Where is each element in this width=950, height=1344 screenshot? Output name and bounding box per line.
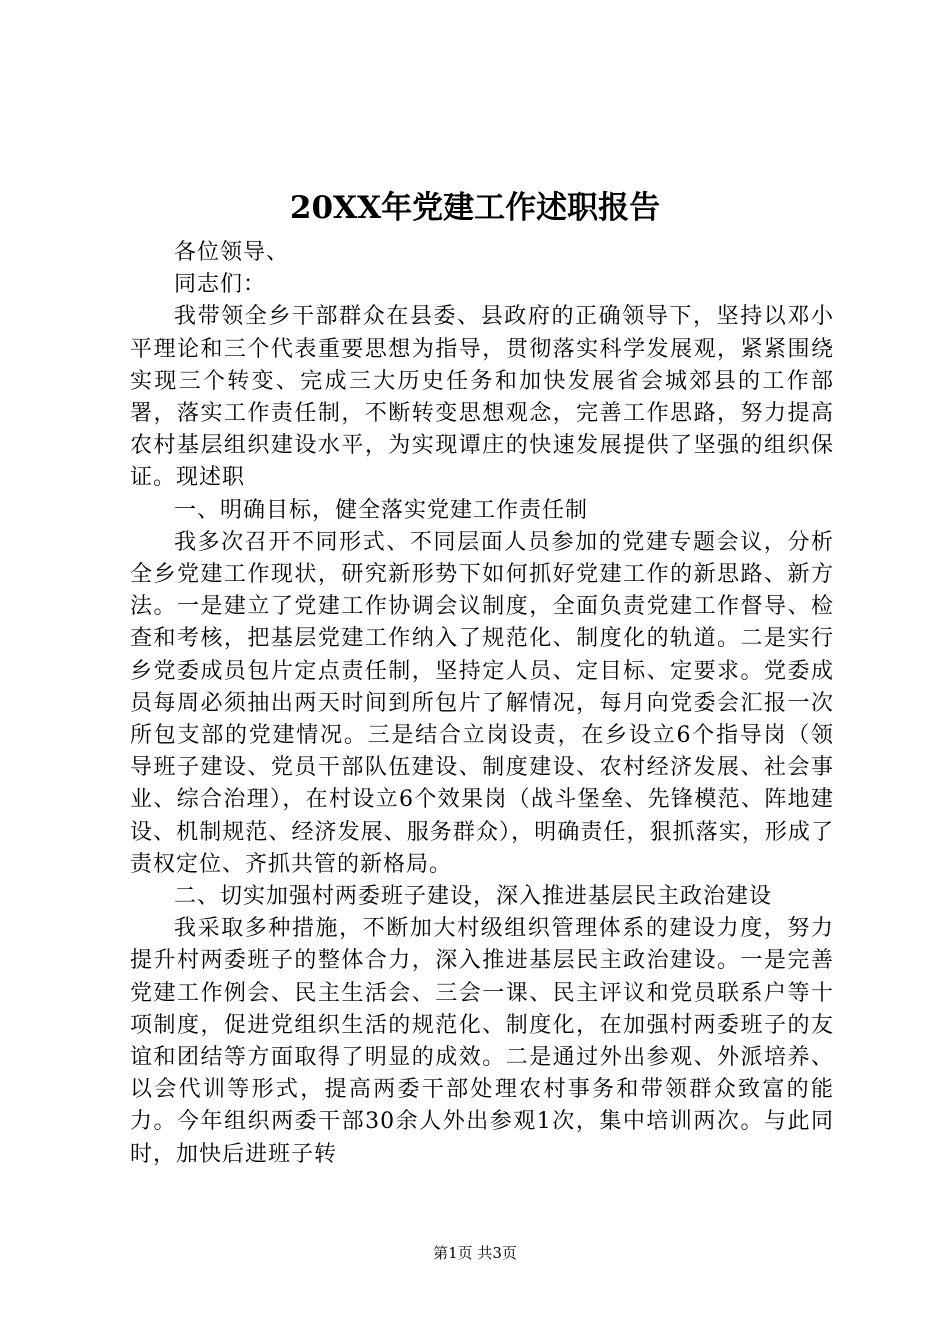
- salutation-line-1: 各位领导、: [174, 240, 290, 265]
- section-heading-1: 一、明确目标，健全落实党建工作责任制: [174, 497, 589, 523]
- intro-paragraph: 我带领全乡干部群众在县委、县政府的正确领导下，坚持以邓小平理论和三个代表重要思想为指导，贯彻落实科学发展观，紧紧围绕实现三个转变、完成三大历史任务和加快发展省会城郊县的工作部署，落实工作责任制，不断转变思想观念，完善工作思路，努力提高农村基层组织建设水平，为实现谭庄的快速发展提供了坚强的组织保证。现述职: [130, 304, 834, 491]
- page-footer: 第1页 共3页: [433, 1244, 517, 1262]
- document-body: [130, 237, 834, 1171]
- document-title: 20XX年党建工作述职报告: [289, 190, 661, 226]
- section-1-paragraph: 我多次召开不同形式、不同层面人员参加的党建专题会议，分析全乡党建工作现状，研究新形势下如何抓好党建工作的新思路、新方法。一是建立了党建工作协调会议制度，全面负责党建工作督导、检查和考核，把基层党建工作纳入了规范化、制度化的轨道。二是实行乡党委成员包片定点责任制，坚持定人员、定目标、定要求。党委成员每周必须抽出两天时间到所包片了解情况，每月向党委会汇报一次所包支部的党建情况。三是结合立岗设责，在乡设立6个指导岗（领导班子建设、党员干部队伍建设、制度建设、农村经济发展、社会事业、综合治理），在村设立6个效果岗（战斗堡垒、先锋模范、阵地建设、机制规范、经济发展、服务群众），明确责任，狠抓落实，形成了责权定位、齐抓共管的新格局。: [130, 529, 834, 877]
- section-heading-2: 二、切实加强村两委班子建设，深入推进基层民主政治建设: [174, 884, 773, 910]
- section-2-paragraph: 我采取多种措施，不断加大村级组织管理体系的建设力度，努力提升村两委班子的整体合力，深入推进基层民主政治建设。一是完善党建工作例会、民主生活会、三会一课、民主评议和党员联系户等十项制度，促进党组织生活的规范化、制度化，在加强村两委班子的友谊和团结等方面取得了明显的成效。二是通过外出参观、外派培养、以会代训等形式，提高两委干部处理农村事务和带领群众致富的能力。今年组织两委干部30余人外出参观1次，集中培训两次。与此同时，加快后进班子转: [130, 916, 834, 1167]
- salutation-line-2: 同志们：: [174, 272, 267, 298]
